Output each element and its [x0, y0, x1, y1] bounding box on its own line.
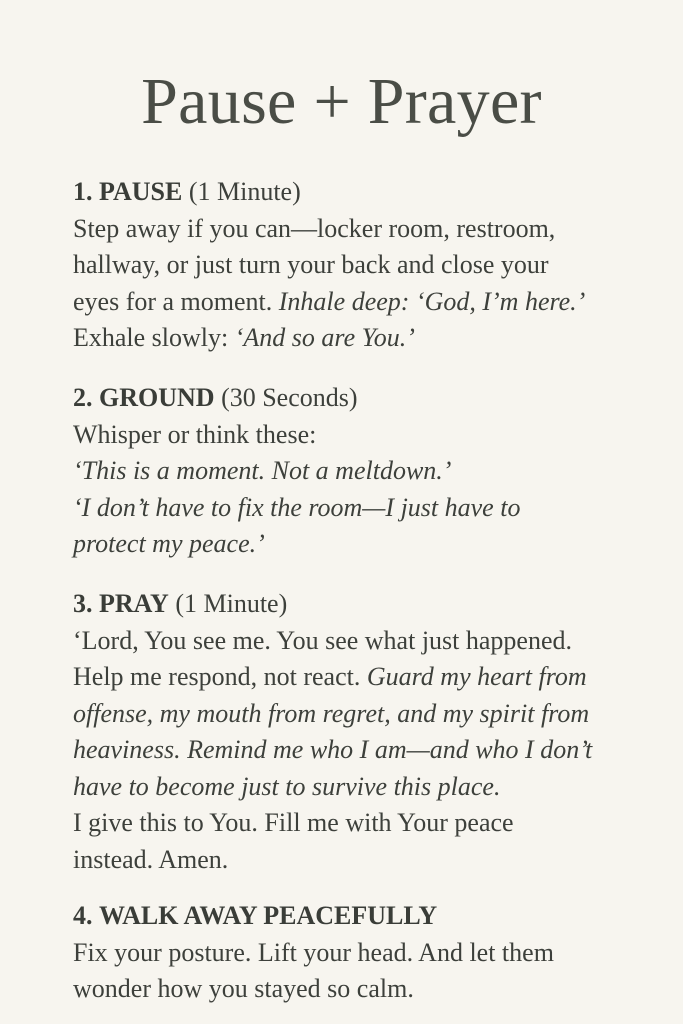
- body-line: Fix your posture. Lift your head. And let them: [73, 937, 554, 967]
- italic-line: offense, my mouth from regret, and my spirit from: [73, 698, 590, 728]
- section-walk-away: [73, 898, 658, 1008]
- section-pray: [73, 586, 658, 878]
- italic-line: ‘This is a moment. Not a meltdown.’: [73, 456, 452, 485]
- body-line: I give this to You. Fill me with Your peace: [73, 808, 514, 837]
- section-duration: (1 Minute): [175, 589, 288, 618]
- section-number: 3.: [73, 589, 93, 618]
- section-name: WALK AWAY PEACEFULLY: [99, 901, 438, 930]
- italic-line: heaviness. Remind me who I am—and who I don’t: [73, 735, 593, 764]
- body-line: hallway, or just turn your back and close your: [73, 250, 549, 279]
- body-line: Step away if you can—locker room, restroom,: [73, 213, 556, 243]
- body-text: eyes for a moment.: [73, 286, 273, 316]
- section-pause: [73, 174, 658, 357]
- body-text: Exhale slowly:: [73, 323, 229, 352]
- italic-line: ‘I don’t have to fix the room—I just have to: [73, 492, 521, 522]
- section-heading: [73, 898, 658, 935]
- section-heading: [73, 586, 658, 623]
- section-heading: [73, 174, 658, 211]
- italic-line: have to become just to survive this place.: [73, 771, 501, 801]
- section-name: PAUSE: [99, 177, 183, 206]
- body-line: ‘Lord, You see me. You see what just happened.: [73, 625, 573, 655]
- page-title: Pause + Prayer: [141, 65, 542, 138]
- body-line: [73, 320, 658, 357]
- section-number: 4.: [73, 901, 93, 930]
- body-line: [73, 284, 658, 321]
- section-number: 2.: [73, 383, 93, 412]
- italic-text: ‘And so are You.’: [234, 323, 415, 352]
- body-line: Whisper or think these:: [73, 419, 317, 449]
- body-line: [73, 659, 658, 696]
- italic-text: Guard my heart from: [366, 662, 587, 691]
- section-name: PRAY: [99, 589, 169, 618]
- section-ground: [73, 380, 658, 563]
- section-duration: (1 Minute): [188, 177, 301, 206]
- section-name: GROUND: [99, 383, 215, 412]
- italic-line: protect my peace.’: [73, 529, 265, 558]
- body-line: wonder how you stayed so calm.: [73, 974, 414, 1003]
- section-number: 1.: [73, 177, 93, 206]
- section-duration: (30 Seconds): [221, 383, 358, 412]
- body-text: Help me respond, not react.: [73, 662, 361, 691]
- section-heading: [73, 380, 658, 417]
- italic-text: Inhale deep: ‘God, I’m here.’: [278, 286, 586, 316]
- body-line: instead. Amen.: [73, 844, 229, 874]
